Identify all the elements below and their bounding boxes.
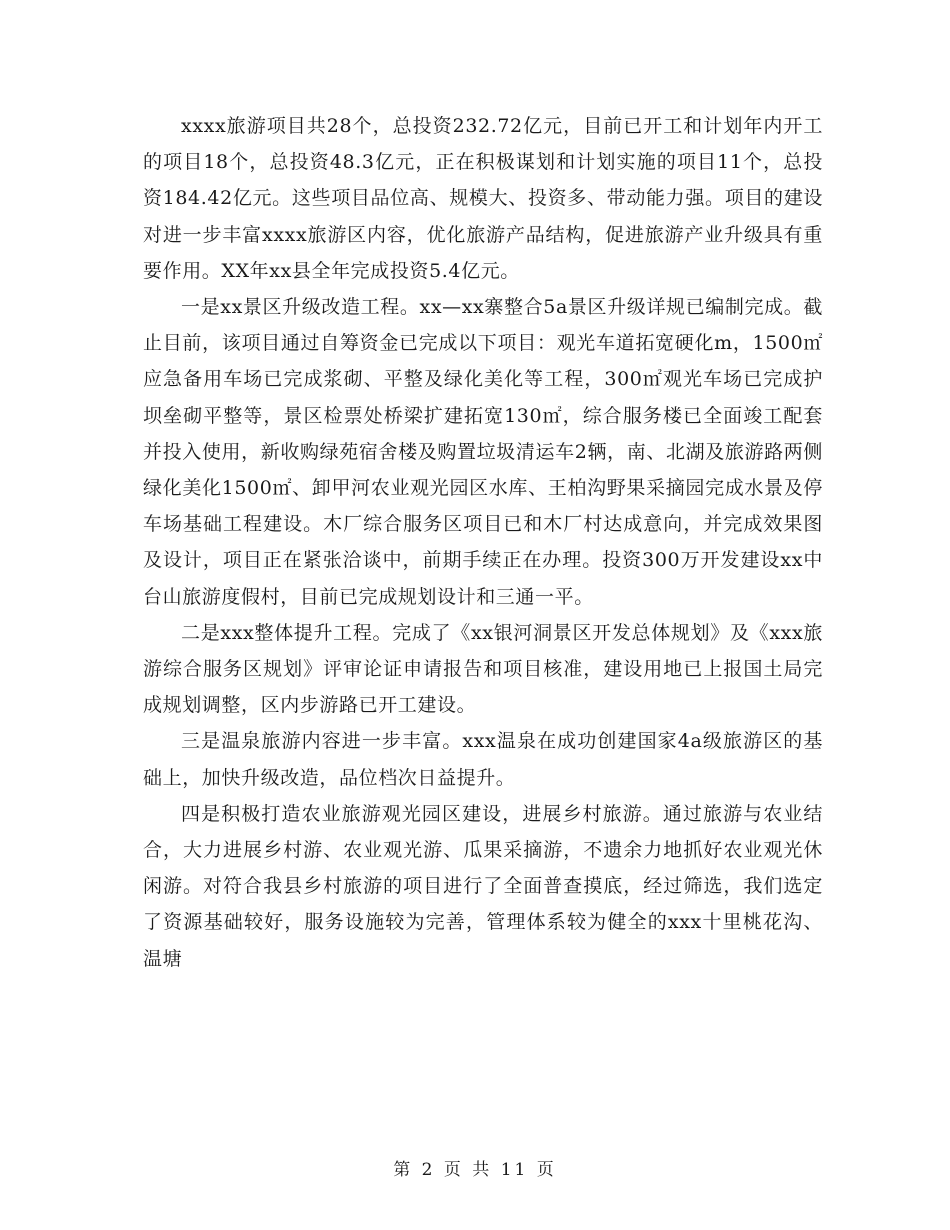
page-number-footer: 第 2 页 共 11 页 (393, 1160, 557, 1180)
paragraph-rural-tourism: 四是积极打造农业旅游观光园区建设，进展乡村旅游。通过旅游与农业结合，大力进展乡村游、农业观光游、瓜果采摘游，不遗余力地抓好农业观光休闲游。对符合我县乡村旅游的项目进行了全面普查摸底，经过筛选，我们选定了资源基础较好，服务设施较为完善，管理体系较为健全的xxx十里桃花沟、温塘 (143, 802, 823, 970)
paragraph-overall-improvement: 二是xxx整体提升工程。完成了《xx银河洞景区开发总体规划》及《xxx旅游综合服务区规划》评审论证申请报告和项目核准，建设用地已上报国土局完成规划调整，区内步游路已开工建设。 (143, 621, 823, 717)
document-body (143, 108, 823, 977)
paragraph-scenic-upgrade: 一是xx景区升级改造工程。xx—xx寨整合5a景区升级详规已编制完成。截止目前，该项目通过自筹资金已完成以下项目：观光车道拓宽硬化m，1500㎡应急备用车场已完成浆砌、平整及绿化美化等工程，300㎡观光车场已完成护坝垒砌平整等，景区检票处桥梁扩建拓宽130㎡，综合服务楼已全面竣工配套并投入使用，新收购绿苑宿舍楼及购置垃圾清运车2辆，南、北湖及旅游路两侧绿化美化1500㎡、卸甲河农业观光园区水库、王柏沟野果采摘园完成水景及停车场基础工程建设。木厂综合服务区项目已和木厂村达成意向，并完成效果图及设计，项目正在紧张洽谈中，前期手续正在办理。投资300万开发建设xx中台山旅游度假村，目前已完成规划设计和三通一平。 (143, 296, 823, 608)
paragraph-investment-summary: xxxx旅游项目共28个，总投资232.72亿元，目前已开工和计划年内开工的项目18个，总投资48.3亿元，正在积极谋划和计划实施的项目11个，总投资184.42亿元。这些项目品位高、规模大、投资多、带动能力强。项目的建设对进一步丰富xxxx旅游区内容，优化旅游产品结构，促进旅游产业升级具有重要作用。XX年xx县全年完成投资5.4亿元。 (143, 115, 823, 282)
paragraph-hot-spring: 三是温泉旅游内容进一步丰富。xxx温泉在成功创建国家4a级旅游区的基础上，加快升级改造，品位档次日益提升。 (143, 730, 823, 789)
